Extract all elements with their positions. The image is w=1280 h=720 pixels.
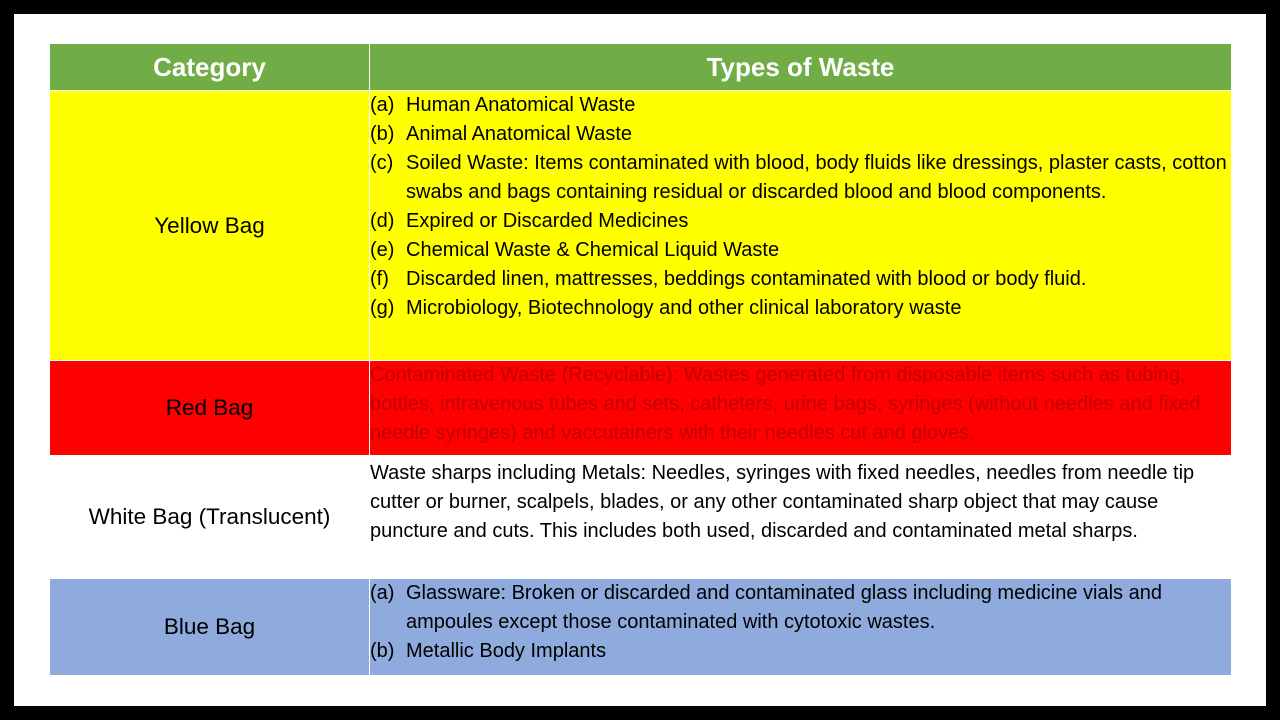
item-label: (g) <box>370 297 395 319</box>
category-red-bag: Red Bag <box>50 361 370 456</box>
list-item <box>370 207 1231 236</box>
row-blue-bag <box>50 579 1232 676</box>
list-item <box>370 637 1231 666</box>
category-blue-bag: Blue Bag <box>50 579 370 676</box>
slide <box>14 14 1266 706</box>
item-text: Metallic Body Implants <box>406 640 607 662</box>
row-red-bag <box>50 361 1232 456</box>
item-label: (a) <box>370 582 395 604</box>
list-item <box>370 149 1231 207</box>
item-text: Animal Anatomical Waste <box>406 123 633 145</box>
item-text: Expired or Discarded Medicines <box>406 210 689 232</box>
item-label: (e) <box>370 239 395 261</box>
item-label: (c) <box>370 152 394 174</box>
types-white-bag: Waste sharps including Metals: Needles, syringes with fixed needles, needles from needle tip cutter or burner, scalpels, blades, or any other contaminated sharp object that may cause puncture and cuts. This includes both used, discarded and contaminated metal sharps. <box>370 456 1232 579</box>
item-text: Chemical Waste & Chemical Liquid Waste <box>406 239 780 261</box>
item-text: Human Anatomical Waste <box>406 94 636 116</box>
item-text: Discarded linen, mattresses, beddings contaminated with blood or body fluid. <box>406 268 1087 290</box>
header-row <box>50 44 1232 91</box>
types-blue-bag <box>370 579 1232 676</box>
item-label: (b) <box>370 123 395 145</box>
item-label: (b) <box>370 640 395 662</box>
list-item <box>370 265 1231 294</box>
list-item <box>370 294 1231 323</box>
types-red-bag: Contaminated Waste (Recyclable): Wastes generated from disposable items such as tubing, bottles, intravenous tubes and sets, catheters, urine bags, syringes (without needles and fixed needle syringes) and vaccutainers with their needles cut and gloves. <box>370 361 1232 456</box>
list-item <box>370 91 1231 120</box>
item-label: (f) <box>370 268 389 290</box>
item-label: (a) <box>370 94 395 116</box>
row-yellow-bag <box>50 91 1232 361</box>
category-white-bag: White Bag (Translucent) <box>50 456 370 579</box>
header-category: Category <box>50 44 370 91</box>
list-item <box>370 120 1231 149</box>
item-label: (d) <box>370 210 395 232</box>
item-text: Glassware: Broken or discarded and contaminated glass including medicine vials and ampoules except those contaminated with cytotoxic wastes. <box>406 582 1162 633</box>
types-yellow-bag <box>370 91 1232 361</box>
item-text: Soiled Waste: Items contaminated with blood, body fluids like dressings, plaster casts, cotton swabs and bags containing residual or discarded blood and blood components. <box>406 152 1227 203</box>
header-types-of-waste: Types of Waste <box>370 44 1232 91</box>
waste-category-table <box>49 43 1232 676</box>
category-yellow-bag: Yellow Bag <box>50 91 370 361</box>
item-text: Microbiology, Biotechnology and other clinical laboratory waste <box>406 297 962 319</box>
list-item <box>370 579 1231 637</box>
list-item <box>370 236 1231 265</box>
row-white-bag <box>50 456 1232 579</box>
